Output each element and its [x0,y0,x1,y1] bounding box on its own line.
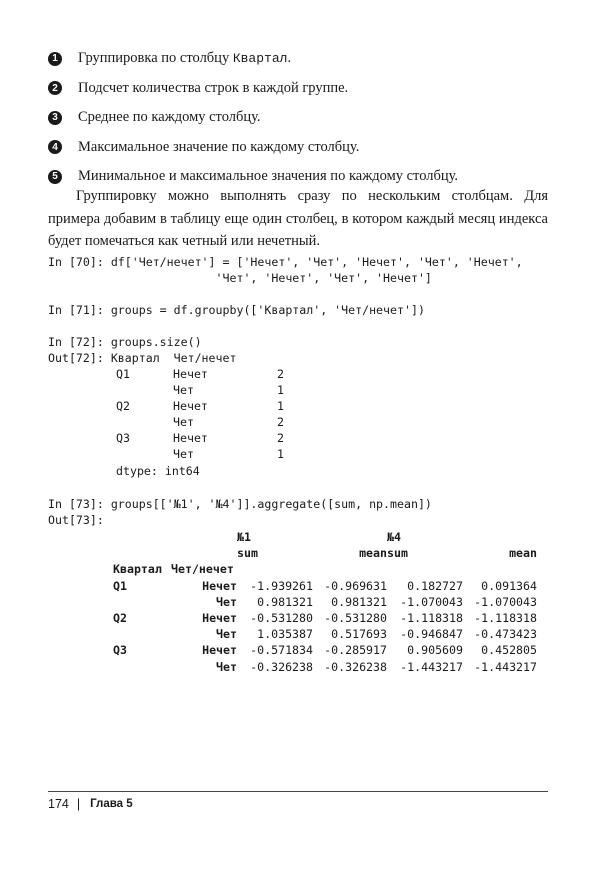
body-paragraph: Группировку можно выполнять сразу по нескольким столбцам. Для примера добавим в таблицу еще один столбец, в котором каждый месяц индекса будет помечаться как четный или нечетный. [48,188,548,249]
callout-list [48,44,568,192]
table-row: Чет 1 [173,383,284,397]
table-header-row: №1 №4 [237,530,401,544]
chapter-title: Глава 5 [90,798,133,810]
callout-item [48,133,568,163]
table-row: Q1 Нечет -1.939261 -0.969631 0.182727 0.091364 [113,578,537,593]
callout-text: Максимальное значение по каждому столбцу. [78,138,360,155]
callout-number: 2 [48,81,62,95]
callout-number: 5 [48,170,62,184]
callout-item [48,103,568,133]
footer-separator: | [76,797,81,811]
code-input-72: In [72]: groups.size() Out[72]: Квартал Чет/нечет [48,335,237,365]
callout-text: Группировка по столбцу Квартал. [78,50,292,67]
callout-text: Минимальное и максимальное значения по каждому столбцу. [78,168,459,185]
callout-number: 4 [48,140,62,154]
table-row: Q3 Нечет 2 [116,431,284,445]
callout-number: 3 [48,111,62,125]
dtype-line: dtype: int64 [116,464,200,478]
table-row: Q2 Нечет -0.531280 -0.531280 -1.118318 -1.118318 [113,611,537,626]
table-row: Q1 Нечет 2 [116,367,284,381]
callout-number: 1 [48,52,62,66]
table-row: Q2 Нечет 1 [116,399,284,413]
callout-text: Среднее по каждому столбцу. [78,109,261,126]
table-row: Чет 0.981321 0.981321 -1.070043 -1.070043 [216,594,537,609]
table-row: Чет 1.035387 0.517693 -0.946847 -0.473423 [216,627,537,642]
code-input-70: In [70]: df['Чет/нечет'] = ['Нечет', 'Чет', 'Нечет', 'Чет', 'Нечет', 'Чет', 'Нечет', 'Чет', 'Нечет'] [48,255,523,285]
table-row: Q3 Нечет -0.571834 -0.285917 0.905609 0.452805 [113,643,537,658]
callout-text: Подсчет количества строк в каждой группе. [78,79,349,96]
table-row: Чет 2 [173,415,284,429]
table-row: Чет -0.326238 -0.326238 -1.443217 -1.443217 [216,659,537,674]
callout-item [48,44,568,74]
code-input-73: In [73]: groups[['№1', '№4']].aggregate([sum, np.mean]) Out[73]: [48,497,432,527]
page-number: 174 [48,797,69,811]
footer-divider [48,791,548,792]
code-input-71: In [71]: groups = df.groupby(['Квартал', 'Чет/нечет']) [48,303,425,317]
group-size-output [116,366,284,462]
table-row: Чет 1 [173,447,284,461]
page-footer [48,797,133,811]
aggregate-output-table [113,529,537,675]
callout-item [48,74,568,104]
table-header-row: sum mean sum mean [237,546,537,561]
table-index-header: Квартал Чет/нечет [113,562,234,577]
